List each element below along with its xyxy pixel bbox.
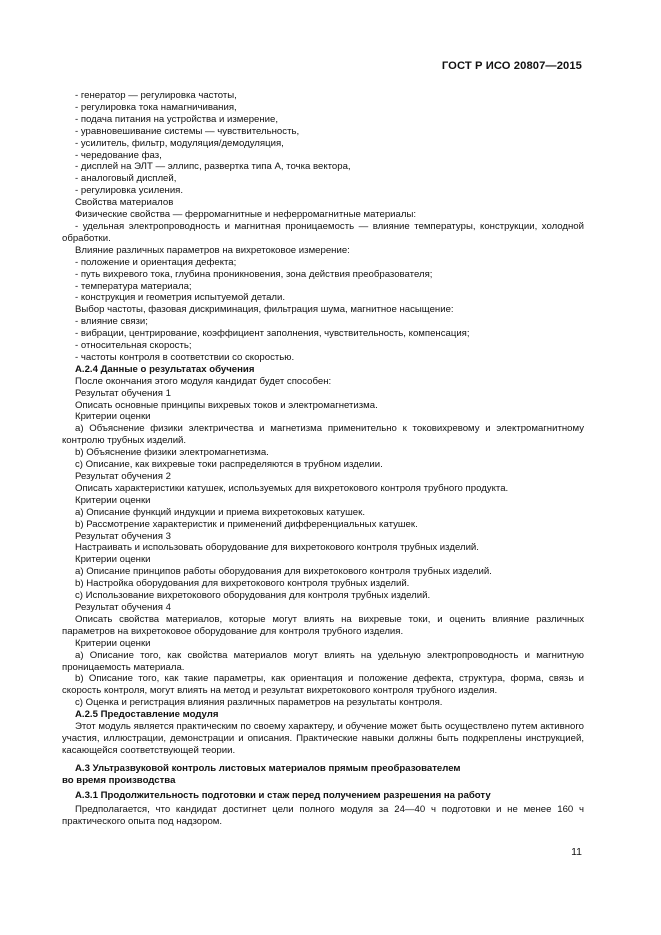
document-standard-id: ГОСТ Р ИСО 20807—2015 (441, 60, 582, 72)
learning-result-4-label: Результат обучения 4 (75, 601, 171, 613)
section-a24-heading: А.2.4 Данные о результатах обучения (75, 363, 255, 375)
frequency-list (62, 316, 584, 364)
learning-result-2-text: Описать характеристики катушек, используемых для вихретокового контроля трубного продукта. (75, 482, 509, 494)
section-a3-heading-line1: А.3 Ультразвуковой контроль листовых материалов прямым преобразователем (75, 762, 461, 774)
section-a25-text: Этот модуль является практическим по своему характеру, и обучение может быть осуществлено путем активного участия, иллюстрации, демонстрации и описания. Практические навыки должны быть подкреплены инструкцией, касающейся соответствующей теории. (62, 721, 584, 756)
page-content (62, 90, 584, 828)
list-item: - частоты контроля в соответствии со скоростью. (75, 351, 295, 363)
criterion-1b: b) Объяснение физики электромагнетизма. (75, 447, 269, 459)
section-a31-text: Предполагается, что кандидат достигнет цели полного модуля за 24—40 ч подготовки и не менее 160 ч практического опыта под надзором. (62, 804, 584, 828)
list-item: - относительная скорость; (75, 340, 192, 352)
list-item: - дисплей на ЭЛТ — эллипс, развертка типа А, точка вектора, (75, 161, 351, 173)
criterion-2b: b) Рассмотрение характеристик и применений дифференциальных катушек. (75, 518, 418, 530)
criterion-4b: b) Описание того, как такие параметры, как ориентация и положение дефекта, структура, форма, связь и скорость контроля, могут влиять на метод и результат вихретокового контроля трубного изделия. (62, 673, 584, 697)
list-item: - регулировка тока намагничивания, (75, 101, 237, 113)
criterion-3c: c) Использование вихретокового оборудования для контроля трубных изделий. (75, 590, 431, 602)
learning-result-1-text: Описать основные принципы вихревых токов и электромагнетизма. (75, 399, 378, 411)
list-item: - влияние связи; (75, 316, 148, 328)
criterion-1a: a) Объяснение физики электричества и магнетизма применительно к токовихревому и электромагнитному контролю трубных изделий. (62, 423, 584, 447)
learning-result-3-text: Настраивать и использовать оборудование для вихретокового контроля трубных изделий. (75, 542, 479, 554)
page-number: 11 (571, 846, 582, 858)
learning-result-4-text: Описать свойства материалов, которые могут влиять на вихревые токи, и оценить влияние различных параметров на вихретоковое оборудование для контроля трубного изделия. (62, 613, 584, 637)
criterion-4c: c) Оценка и регистрация влияния различных параметров на результаты контроля. (75, 697, 443, 709)
criterion-4a: a) Описание того, как свойства материалов могут влиять на удельную электропроводность и магнитную проницаемость материала. (62, 649, 584, 673)
list-item: - подача питания на устройства и измерение, (75, 113, 279, 125)
criteria-4-label: Критерии оценки (75, 637, 151, 649)
criterion-2a: a) Описание функций индукции и приема вихретоковых катушек. (75, 506, 365, 518)
learning-result-3-label: Результат обучения 3 (75, 530, 171, 542)
criterion-1c: c) Описание, как вихревые токи распределяются в трубном изделии. (75, 459, 383, 471)
list-item: - температура материала; (75, 280, 192, 292)
criterion-3b: b) Настройка оборудования для вихретокового контроля трубных изделий. (75, 578, 410, 590)
parameters-list (62, 257, 584, 305)
criteria-1-label: Критерии оценки (75, 411, 151, 423)
list-item: - генератор — регулировка частоты, (75, 90, 237, 101)
frequency-choice-text: Выбор частоты, фазовая дискриминация, фильтрация шума, магнитное насыщение: (75, 304, 454, 316)
list-item: - уравновешивание системы — чувствительность, (75, 125, 300, 137)
section-a3-heading (62, 763, 584, 787)
criteria-2-label: Критерии оценки (75, 494, 151, 506)
section-a24-intro: После окончания этого модуля кандидат будет способен: (75, 375, 332, 387)
criteria-3-label: Критерии оценки (75, 554, 151, 566)
criterion-3a: a) Описание принципов работы оборудования для вихретокового контроля трубных изделий. (75, 566, 492, 578)
list-item: - аналоговый дисплей, (75, 173, 177, 185)
section-a25-heading: А.2.5 Предоставление модуля (75, 709, 219, 721)
list-item: - вибрации, центрирование, коэффициент заполнения, чувствительность, компенсация; (75, 328, 470, 340)
learning-result-2-label: Результат обучения 2 (75, 471, 171, 482)
conductivity-text: - удельная электропроводность и магнитная проницаемость — влияние температуры, конструкции, холодной обработки. (62, 220, 584, 244)
physical-properties-text: Физические свойства — ферромагнитные и неферромагнитные материалы: (75, 209, 417, 221)
list-item: - конструкция и геометрия испытуемой детали. (75, 292, 286, 304)
parameters-influence-text: Влияние различных параметров на вихретоковое измерение: (75, 244, 350, 256)
material-properties-label: Свойства материалов (75, 197, 174, 209)
section-a3-heading-line2: во время производства (62, 774, 176, 786)
learning-result-1-label: Результат обучения 1 (75, 387, 171, 399)
list-item: - положение и ориентация дефекта; (75, 256, 237, 268)
list-item: - чередование фаз, (75, 149, 162, 161)
list-item: - путь вихревого тока, глубина проникновения, зона действия преобразователя; (75, 268, 433, 280)
section-a31-heading: А.3.1 Продолжительность подготовки и стаж перед получением разрешения на работу (75, 789, 491, 801)
list-item: - регулировка усиления. (75, 185, 184, 197)
equipment-list (62, 90, 584, 197)
list-item: - усилитель, фильтр, модуляция/демодуляция, (75, 137, 284, 149)
